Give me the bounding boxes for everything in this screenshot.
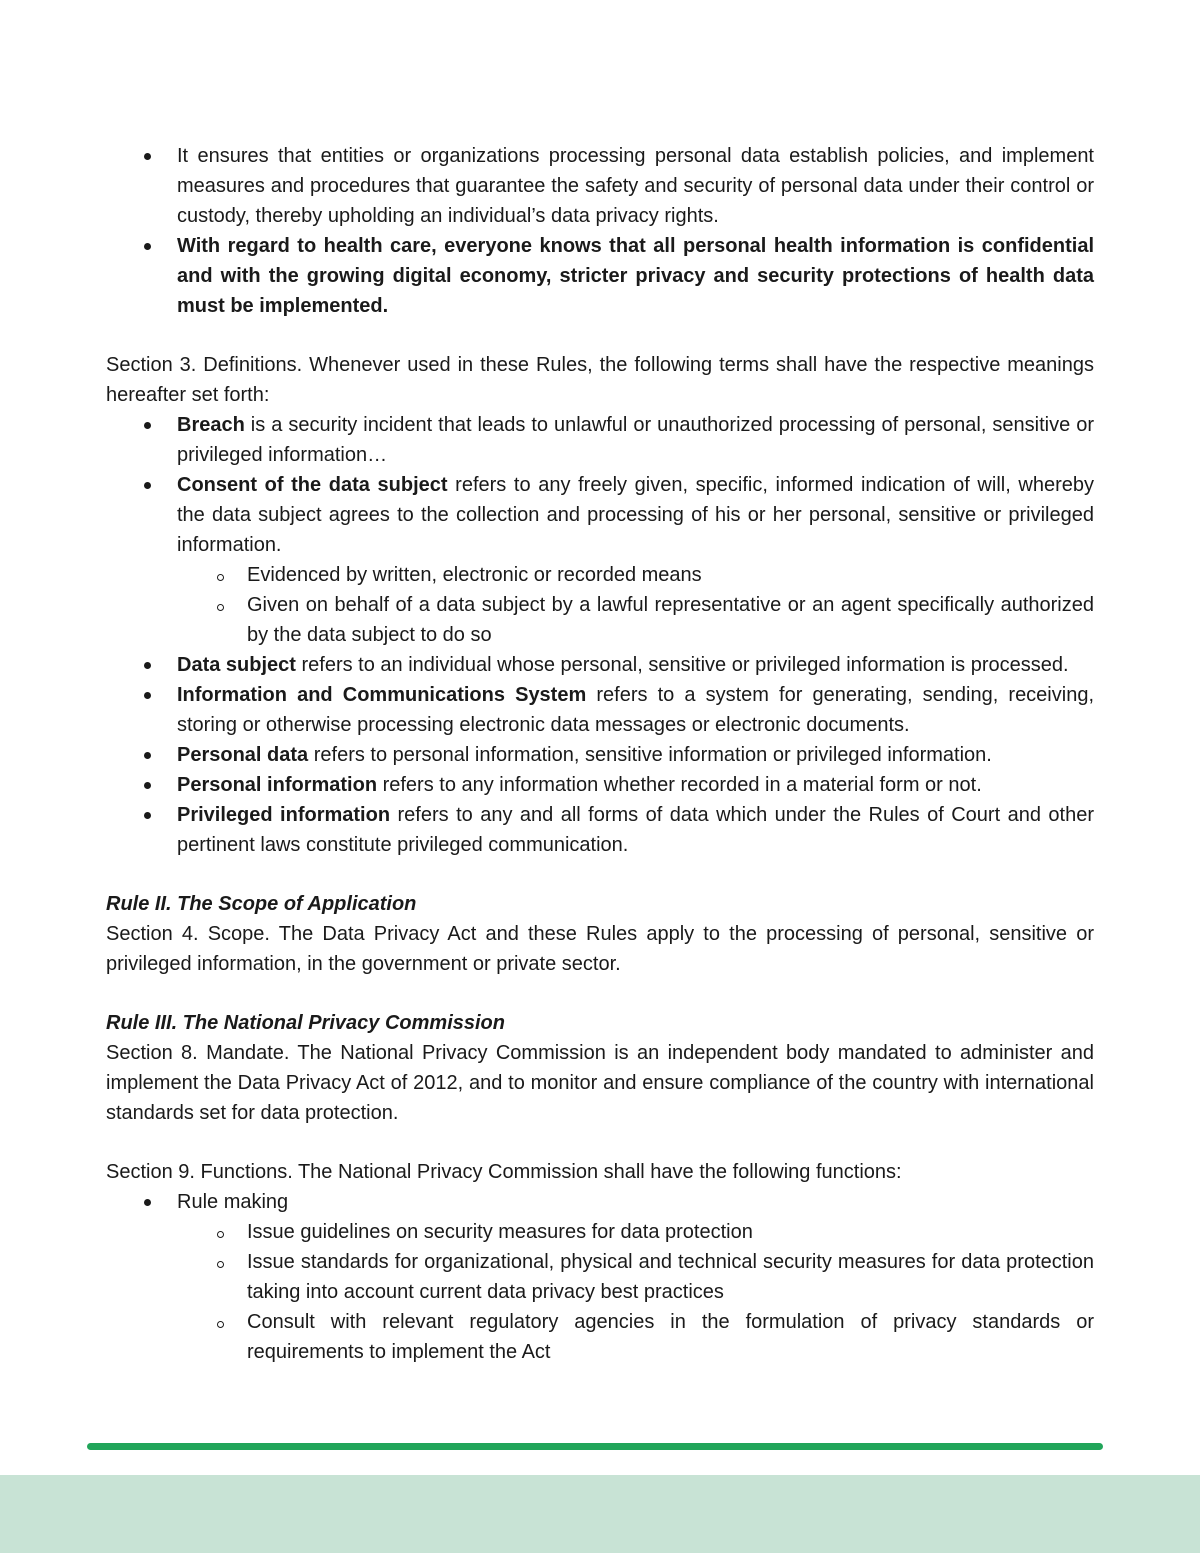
- document-body: [106, 141, 1094, 1367]
- definition-text: refers to an individual whose personal, sensitive or privileged information is processed.: [295, 654, 1069, 676]
- definition-text: refers to personal information, sensitive information or privileged information.: [308, 744, 992, 766]
- term: Data subject: [177, 654, 296, 676]
- definition-data-subject: [106, 650, 1094, 680]
- footer-band: [0, 1475, 1200, 1553]
- section-9-intro: Section 9. Functions. The National Privacy Commission shall have the following functions:: [106, 1161, 902, 1183]
- definition-text: refers to any and all forms of data which under the Rules of Court and other pertinent laws constitute privileged communication.: [177, 804, 1094, 856]
- sub-list-item: Issue standards for organizational, physical and technical security measures for data protection taking into account current data privacy best practices: [177, 1247, 1094, 1307]
- term: Consent of the data subject: [177, 474, 448, 496]
- list-item: It ensures that entities or organizations processing personal data establish policies, and implement measures and procedures that guarantee the safety and security of personal data under their control or custody, thereby upholding an individual’s data privacy rights.: [106, 141, 1094, 231]
- consent-sublist: [177, 560, 1094, 650]
- list-item: With regard to health care, everyone knows that all personal health information is confidential and with the growing digital economy, stricter privacy and security protections of health data must be implemented.: [106, 231, 1094, 321]
- definitions-list: [106, 410, 1094, 860]
- rule-3-text: Section 8. Mandate. The National Privacy Commission is an independent body mandated to administer and implement the Data Privacy Act of 2012, and to monitor and ensure compliance of the country with international standards set for data protection.: [106, 1042, 1094, 1124]
- sub-list-item: Given on behalf of a data subject by a lawful representative or an agent specifically authorized by the data subject to do so: [177, 590, 1094, 650]
- rule-making-sublist: [177, 1217, 1094, 1367]
- functions-list: [106, 1187, 1094, 1367]
- definition-text: refers to any information whether recorded in a material form or not.: [377, 774, 982, 796]
- definition-consent: [106, 470, 1094, 650]
- definition-privileged-information: [106, 800, 1094, 860]
- footer-divider: [87, 1443, 1103, 1450]
- term: Personal data: [177, 744, 309, 766]
- term: Personal information: [177, 774, 378, 796]
- sub-list-item: Issue guidelines on security measures for data protection: [177, 1217, 1094, 1247]
- definition-breach: [106, 410, 1094, 470]
- sub-list-item: Evidenced by written, electronic or recorded means: [177, 560, 1094, 590]
- intro-bullet-list: [106, 141, 1094, 321]
- definition-personal-information: [106, 770, 1094, 800]
- term: Information and Communications System: [177, 684, 587, 706]
- definition-text: refers to any freely given, specific, informed indication of will, whereby the data subject agrees to the collection and processing of his or her personal, sensitive or privileged information.: [177, 474, 1094, 556]
- definition-personal-data: [106, 740, 1094, 770]
- rule-2-text: Section 4. Scope. The Data Privacy Act and these Rules apply to the processing of personal, sensitive or privileged information, in the government or private sector.: [106, 923, 1094, 975]
- term: Breach: [177, 414, 245, 436]
- section-3-intro: Section 3. Definitions. Whenever used in these Rules, the following terms shall have the respective meanings hereafter set forth:: [106, 354, 1094, 406]
- function-item: [106, 1187, 1094, 1367]
- rule-3-heading: Rule III. The National Privacy Commission: [106, 1012, 505, 1034]
- rule-2-heading: Rule II. The Scope of Application: [106, 893, 417, 915]
- function-label: Rule making: [177, 1191, 289, 1213]
- definition-text: refers to a system for generating, sending, receiving, storing or otherwise processing electronic data messages or electronic documents.: [177, 684, 1094, 736]
- sub-list-item: Consult with relevant regulatory agencies in the formulation of privacy standards or requirements to implement the Act: [177, 1307, 1094, 1367]
- definition-text: is a security incident that leads to unlawful or unauthorized processing of personal, sensitive or privileged information…: [177, 414, 1094, 466]
- term: Privileged information: [177, 804, 391, 826]
- definition-ics: [106, 680, 1094, 740]
